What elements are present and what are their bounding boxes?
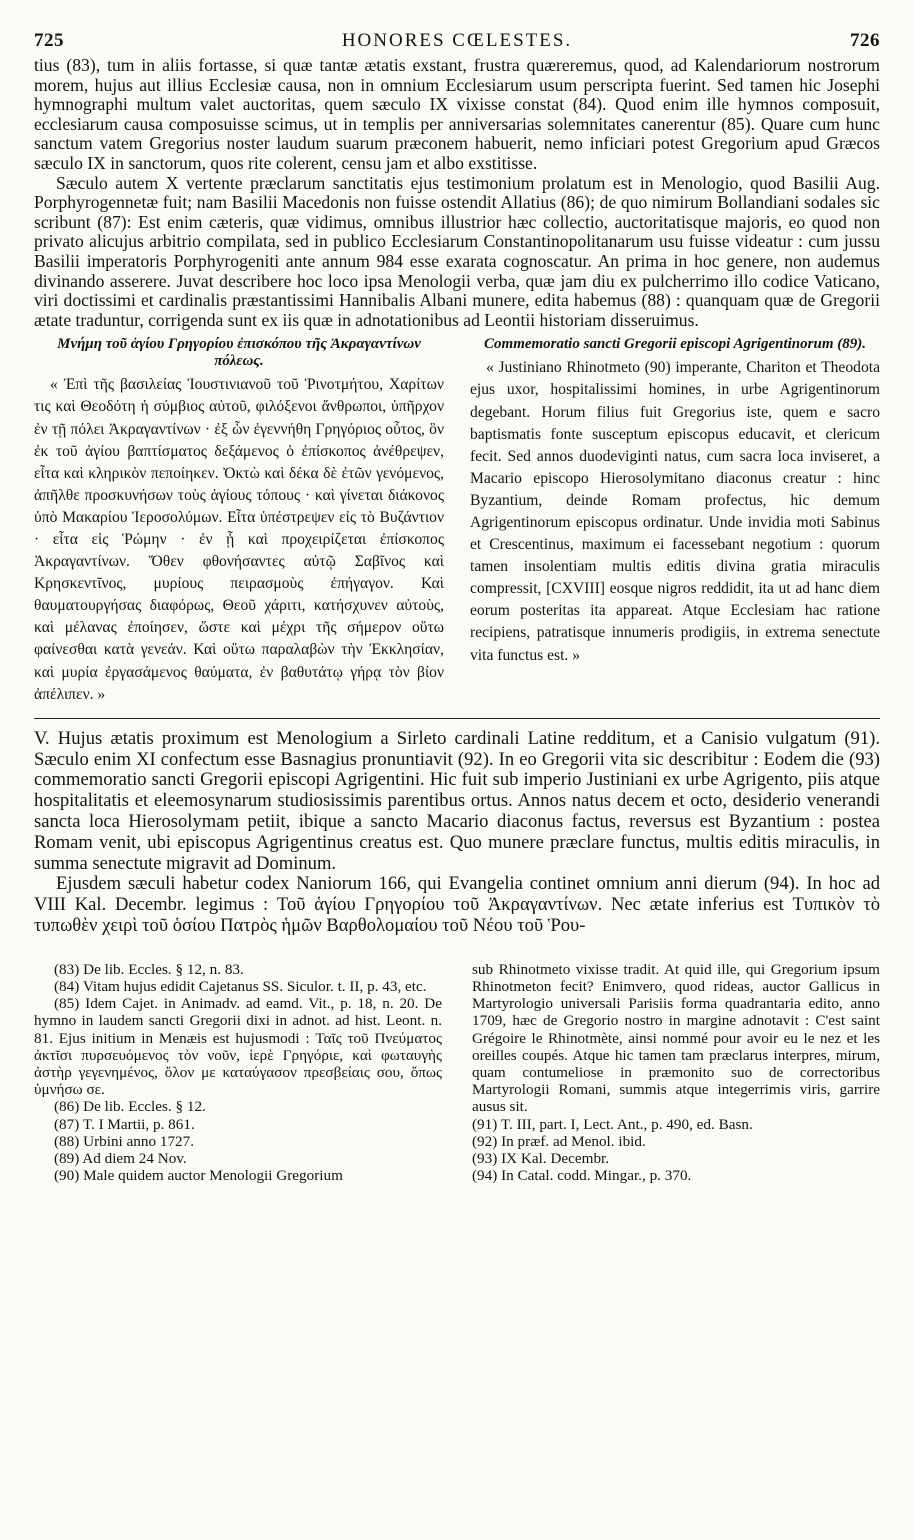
section-v-paragraph-2: Ejusdem sæculi habetur codex Naniorum 166, qui Evangelia continet omnium anni dierum (94). In hoc ad VIII Kal. Decembr. legimus : Τοῦ ἁγίου Γρηγορίου τοῦ Ἀκραγαντίνων. Nec ætate inferius est Τυπικὸν τὸ τυπωθὲν χειρὶ τοῦ ὁσίου Πατρὸς ἡμῶν Βαρθολομαίου τοῦ Νέου τοῦ Ῥου- xyxy=(34,873,880,936)
footnote: (90) Male quidem auctor Menologii Gregorium xyxy=(54,1167,343,1185)
intro-paragraph-1: tius (83), tum in aliis fortasse, si quæ tantæ ætatis exstant, frustra quæreremus, quod, ad Kalendariorum nostrorum morem, hujus aut illius Ecclesiæ causa, non in omnium Ecclesiarum usum perscripta fuerint. Sed tamen hic Josephi hymnographi multum valet auctoritas, quem sæculo IX vixisse constat (84). Quod enim ille hymnos composuit, ecclesiarum causa composuisse scimus, ut in templis per anniversarias solemnitates canerentur (85). Quare cum hunc sanctum vatem Gregorius noster laudum suarum præconem habuerit, nemo inficiari potest Gregorium apud Græcos sæculo IX in sanctorum, quos rite colerent, censu jam et albo exstitisse. xyxy=(34,55,880,173)
section-v-text xyxy=(34,729,880,937)
page xyxy=(34,30,880,1520)
footnote: (88) Urbini anno 1727. xyxy=(54,1132,195,1150)
footnote: (94) In Catal. codd. Mingar., p. 370. xyxy=(472,1167,692,1185)
footnote: (89) Ad diem 24 Nov. xyxy=(54,1149,187,1167)
right-page-number: 726 xyxy=(849,30,880,51)
footnote: (84) Vitam hujus edidit Cajetanus SS. Siculor. t. II, p. 43, etc. xyxy=(54,977,427,995)
latin-column-heading: Commemoratio sancti Gregorii episcopi Agrigentinorum (89). xyxy=(484,336,866,353)
greek-column-heading: Μνήμη τοῦ ἁγίου Γρηγορίου ἐπισκόπου τῆς Ἀκραγαντίνων πόλεως. xyxy=(57,336,421,370)
greek-column-text: « Ἐπὶ τῆς βασιλείας Ἰουστινιανοῦ τοῦ Ῥινοτμήτου, Χαρίτων τις καὶ Θεοδότη ἡ σύμβιος αὐτοῦ, φιλόξενοι ἄνθρωποι, ὑπῆρχον ἐν τῇ πόλει Ἀκραγαντίνων · ἐξ ὧν ἐγεννήθη Γρηγόριος οὗτος, ὃν ἐκ τοῦ ἁγίου βαπτίσματος δεξάμενος ὁ ἐπίσκοπος ἀνέθρεψεν, εἶτα καὶ κληρικὸν πεποίηκεν. Ὀκτὼ καὶ δέκα δὲ ἐτῶν γενόμενος, ἀπῆλθε προσκυνήσων τοὺς ἁγίους τόπους · καὶ γίνεται διάκονος ὑπὸ Μακαρίου Ἱεροσολύμων. Εἶτα ὑπέστρεψεν εἰς τὸ Βυζάντιον · εἶτα εἰς Ῥώμην · ἐν ᾗ καὶ προχειρίζεται ἐπίσκοπος Ἀκραγαντίνων. Ὅθεν φθονήσαντες αὐτῷ Σαβῖνος καὶ Κρησκεντῖνος, μυρίους πειρασμοὺς ἐπήγαγον. Καὶ θαυματουργήσας διαφόρως, Θεοῦ χάριτι, κατήσχυνεν αὐτοὺς, καὶ μέλανας ἐποίησεν, ὥστε καὶ μέχρι τῆς σήμερον οὕτω φαίνεσθαι κατὰ γενεάν. Καὶ οὕτω παραλαβὼν τὴν Ἐκκλησίαν, καὶ μυρία ἐργασάμενος θαύματα, ἐν βαθυτάτῳ γήρᾳ τὸν βίον ἀπέλιπεν. » xyxy=(34,376,444,703)
column-divider-rule xyxy=(34,718,880,719)
footnote: (87) T. I Martii, p. 861. xyxy=(54,1115,195,1133)
page-header xyxy=(34,30,880,56)
footnotes-left-column xyxy=(34,961,442,1185)
section-v-paragraph-1: V. Hujus ætatis proximum est Menologium a Sirleto cardinali Latine redditum, et a Canisio vulgatum (91). Sæculo enim XI confectum esse Basnagius pronuntiavit (92). In eo Gregorii vita sic describitur : Eodem die (93) commemoratio sancti Gregorii episcopi Agrigentini. Hic fuit sub imperio Justiniani ex urbe Agrigento, piis atque hospitalitatis et eleemosynarum studiosissimis parentibus ortus. Annos natus decem et octo, desiderio venerandi sancta loca Hierosolymam petiit, ibique a sancto Macario diaconus factus, reversus est Byzantium : postea Romam venit, ubi episcopus Agrigentinus creatus est. Quo munere præclare functus, multis editis miraculis, in summa senectute migravit ad Dominum. xyxy=(34,727,880,874)
footnotes xyxy=(34,961,880,1185)
footnote: (83) De lib. Eccles. § 12, n. 83. xyxy=(54,960,244,978)
footnote: (86) De lib. Eccles. § 12. xyxy=(54,1098,206,1116)
running-title: HONORES CŒLESTES. xyxy=(341,30,573,51)
greek-column xyxy=(34,336,444,705)
parallel-columns xyxy=(34,336,880,705)
intro-text xyxy=(34,56,880,330)
intro-paragraph-2: Sæculo autem X vertente præclarum sanctitatis ejus testimonium prolatum est in Menologio, quod Basilii Aug. Porphyrogennetæ fuit; nam Basilii Macedonis non fuisse ostendit Allatius (86); de quo nimirum Bollandiani sodales sic scribunt (87): Est enim cæteris, quæ vidimus, omnibus illustrior hæc collectio, auctoritatisque majoris, eo quod non privato alicujus arbitrio compilata, sed in publico Ecclesiarum Constantinopolitanarum usu fuisse videatur : cum jussu Basilii imperatoris Porphyrogeniti ante annum 984 esse exarata cognoscatur. An prima in hoc genere, non audemus divinando asserere. Juvat describere hoc loco ipsa Menologii verba, quæ jam diu ex pulcherrimo illo codice Vaticano, viri doctissimi et cardinalis præstantissimi Hannibalis Albani munere, edita habemus (88) : quanquam quæ de Gregorii ætate traduntur, corrigenda sunt ex iis quæ in adnotationibus ad Leontii historiam disseruimus. xyxy=(34,172,880,330)
footnote: (93) IX Kal. Decembr. xyxy=(472,1149,610,1167)
footnotes-right-column xyxy=(472,961,880,1185)
left-page-number: 725 xyxy=(34,30,64,51)
footnote: (85) Idem Cajet. in Animadv. ad eamd. Vit., p. 18, n. 20. De hymno in laudem sancti Gregorii dixi in adnot. ad hist. Leont. n. 81. Ejus initium in Menæis est hujusmodi : Ταῖς τοῦ Πνεύματος ἀκτῖσι πυρσευόμενος τὸν νοῦν, ἱερὲ Γρηγόριε, καὶ φωταυγὴς ἀστὴρ γεγενημένος, ὅλον με καταύγασον πρεσβείαις σου, ὅπως ὑμνήσω σε. xyxy=(34,995,442,1099)
latin-column xyxy=(470,336,880,705)
footnote: (91) T. III, part. I, Lect. Ant., p. 490, ed. Basn. xyxy=(472,1115,753,1133)
latin-column-text: « Justiniano Rhinotmeto (90) imperante, Chariton et Theodota ejus uxor, hospitalissimi homines, in urbe Agrigentinorum degebant. Horum filius fuit Gregorius iste, quem e sacro baptismatis fonte susceptum episcopus educavit, et clericum fecit. Sed annos duodeviginti natus, cum sacra loca inviseret, a Macario episcopo Hierosolymitano diaconus creatur : hinc Byzantium, deinde Romam profectus, hic demum Agrigentinorum episcopus ordinatur. Unde invidia moti Sabinus et Crescentinus, maximum ei facessebant negotium : quorum tamen insolentiam multis editis divina gratia miraculis compressit, [CXVIII] eosque nigros reddidit, ita ut ad hanc diem eorum posteritas ita appareat. Atque Ecclesiam hac ratione recipiens, patratisque innumeris prodigiis, in extrema senectute vita functus est. » xyxy=(470,359,880,664)
footnote-continuation: sub Rhinotmeto vixisse tradit. At quid ille, qui Gregorium ipsum Rhinotmeton fecit? Enimvero, quod rideas, auctor Gallicus in Martyrologio universali Parisiis forma quadrantaria edito, anno 1709, hæc de Gregorio nostro in margine adnotavit : C'est saint Grégoire le Rhinotmète, ainsi nommé pour avoir eu le nez et les oreilles coupés. Atque hic tamen tam præclarus interpres, mirum, quam contumeliose in præmonito suo de correctoribus Martyrologii Romani, summis atque integerrimis viris, garrire ausus sit. xyxy=(472,960,880,1116)
footnote: (92) In præf. ad Menol. ibid. xyxy=(472,1132,646,1150)
